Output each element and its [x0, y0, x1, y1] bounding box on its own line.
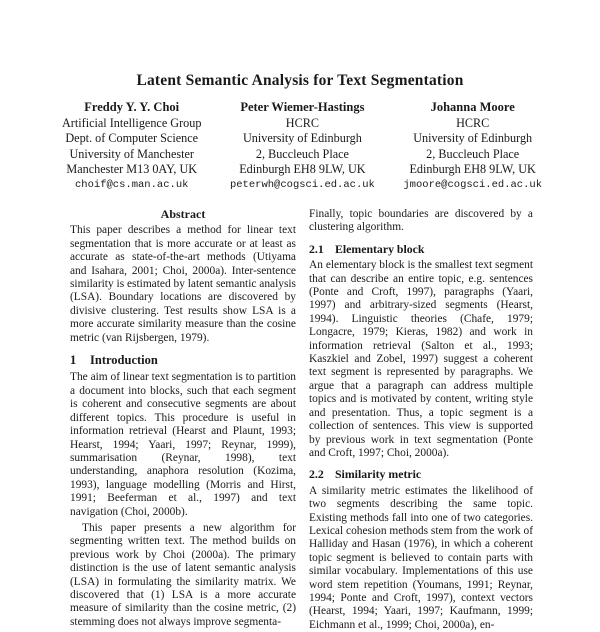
right-column — [309, 208, 533, 632]
author-affiliation-line: Edinburgh EH8 9LW, UK — [239, 162, 366, 176]
author-email: jmoore@cogsci.ed.ac.uk — [403, 178, 542, 191]
author-block — [62, 100, 542, 193]
subsection-heading-elementary-block — [309, 243, 533, 256]
section-title: Introduction — [90, 353, 158, 368]
section-number: 1 — [70, 353, 77, 368]
author-affiliation-line: Dept. of Computer Science — [65, 131, 199, 145]
author-2 — [230, 100, 375, 193]
subsection-title: Similarity metric — [335, 467, 422, 482]
author-affiliation-line: University of Manchester — [69, 146, 194, 161]
author-affiliation-line: HCRC — [456, 115, 490, 130]
subsection-number: 2.2 — [309, 467, 324, 482]
paper-title: Latent Semantic Analysis for Text Segmentation — [136, 72, 464, 89]
subsection-number: 2.1 — [309, 241, 324, 256]
author-affiliation-line: University of Edinburgh — [242, 131, 362, 145]
author-name: Freddy Y. Y. Choi — [84, 100, 180, 114]
continuation-text: Finally, topic boundaries are discovered by a clustering algorithm. — [309, 208, 533, 234]
author-email: peterwh@cogsci.ed.ac.uk — [229, 178, 375, 191]
intro-paragraph-1: The aim of linear text segmentation is to partition a document into blocks, such that each segment is coherent and consecutive segments are about different topics. This procedure is useful in information retrieval (Hearst and Plaunt, 1993; Hearst, 1994; Yaari, 1997; Reynar, 1999), summarisation (Reynar, 1998), text understanding, anaphora resolution (Kozima, 1993), language modelling (Morris and Hirst, 1991; Beeferman et al., 1997) and text navigation (Choi, 2000b). — [70, 371, 296, 518]
author-email: choif@cs.man.ac.uk — [75, 178, 189, 191]
author-affiliation-line: University of Edinburgh — [413, 131, 533, 145]
author-affiliation-line: HCRC — [285, 115, 319, 130]
author-affiliation-line: 2, Buccleuch Place — [255, 146, 349, 161]
section-heading-introduction — [70, 354, 296, 367]
subsection-title: Elementary block — [335, 241, 425, 256]
author-affiliation-line: Manchester M13 0AY, UK — [66, 162, 198, 176]
intro-paragraph-2: This paper presents a new algorithm for segmenting written text. The method builds on previous work by Choi (2000a). The primary distinction is the use of latent semantic analysis (LSA) in formulating the similarity matrix. We discovered that (1) LSA is a more accurate measure of similarity than the cosine metric, (2) stemming does not always improve segmenta- — [70, 521, 296, 628]
similarity-metric-text: A similarity metric estimates the likelihood of two segments describing the same topic. Existing methods fall into one of two categories. Lexical cohesion methods stem from the work of Halliday and Hasan (1976), in which a coherent topic segment is believed to contain parts with similar vocabulary. Implementations of this use word stem repetition (Youmans, 1991; Reynar, 1994; Ponte and Croft, 1997), context vectors (Hearst, 1994; Yaari, 1997; Kaufmann, 1999; Eichmann et al., 1999; Choi, 2000a), en- — [309, 484, 533, 631]
author-affiliation-line: 2, Buccleuch Place — [426, 146, 520, 161]
abstract-text: This paper describes a method for linear text segmentation that is more accurate or at least as accurate as state-of-the-art methods (Utiyama and Isahara, 2001; Choi, 2000a). Inter-sentence similarity is estimated by latent semantic analysis (LSA). Boundary locations are discovered by divisive clustering. Test results show LSA is a more accurate similarity measure than the cosine metric (van Rijsbergen, 1979). — [70, 224, 296, 344]
subsection-heading-similarity-metric — [309, 468, 533, 481]
abstract-heading: Abstract — [160, 207, 206, 221]
author-affiliation-line: Edinburgh EH8 9LW, UK — [409, 162, 536, 176]
author-affiliation-line: Artificial Intelligence Group — [62, 115, 202, 130]
author-1 — [62, 100, 201, 193]
author-name: Johanna Moore — [430, 100, 515, 114]
author-name: Peter Wiemer-Hastings — [240, 100, 365, 114]
author-3 — [403, 100, 542, 193]
elementary-block-text: An elementary block is the smallest text segment that can describe an entire topic, e.g. sentences (Ponte and Croft, 1997), paragraphs (Yaari, 1997) and arbitrary-sized segments (Hearst, 1994). Linguistic theories (Chafe, 1979; Longacre, 1979; Kieras, 1982) and work in information retrieval (Salton et al., 1993; Kaszkiel and Zobel, 1997) suggest a coherent text segment is represented by paragraphs. We argue that a paragraph can address multiple topics and is motivated by content, writing style and presentation. Thus, a topic segment is a collection of sentences. This view is supported by previous work in text segmentation (Ponte and Croft, 1997; Choi, 2000a). — [309, 259, 533, 459]
left-column — [70, 208, 296, 629]
